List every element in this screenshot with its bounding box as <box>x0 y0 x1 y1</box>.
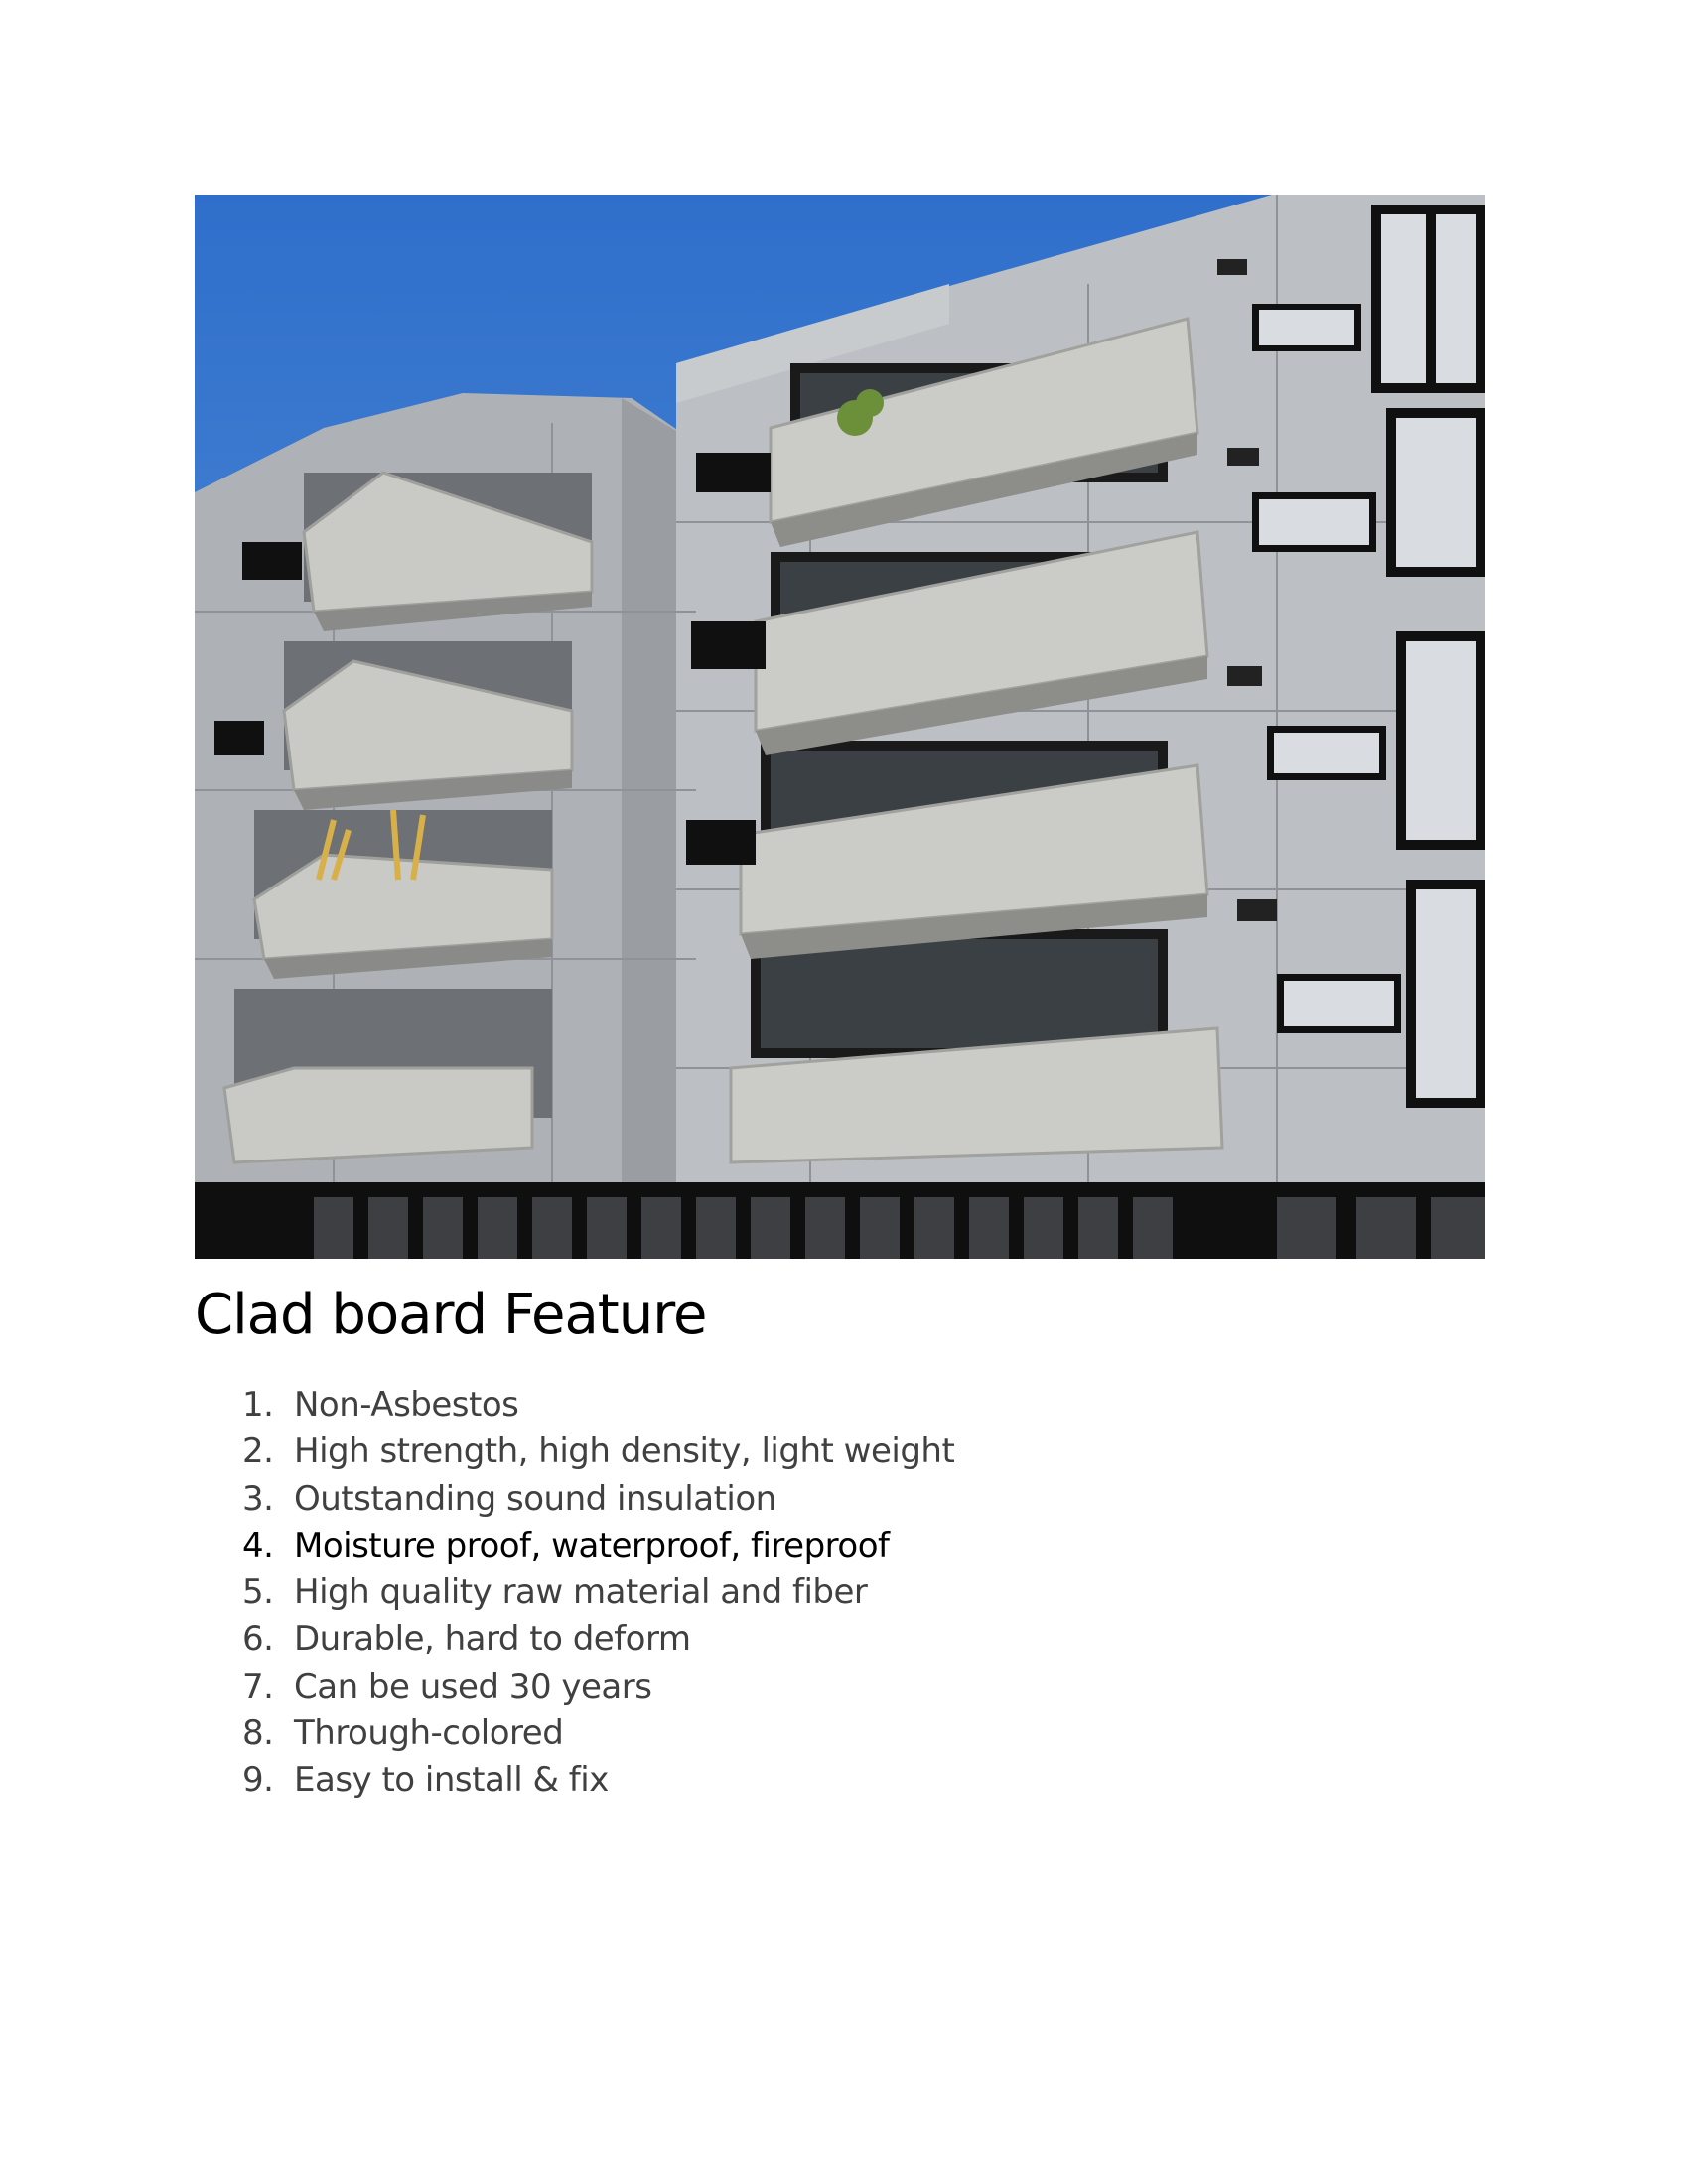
list-item <box>242 1476 954 1523</box>
list-item-text: High quality raw material and fiber <box>294 1572 868 1613</box>
list-number: 8. <box>242 1713 274 1754</box>
list-number: 5. <box>242 1572 274 1613</box>
list-item-text: Durable, hard to deform <box>294 1619 691 1660</box>
building-illustration <box>195 195 1485 1259</box>
list-number: 2. <box>242 1432 274 1472</box>
list-number: 6. <box>242 1619 274 1660</box>
list-item <box>242 1570 954 1616</box>
list-item <box>242 1382 954 1429</box>
list-number: 7. <box>242 1666 274 1706</box>
list-item <box>242 1429 954 1475</box>
list-item-text: Easy to install & fix <box>294 1760 609 1801</box>
list-item <box>242 1523 954 1570</box>
list-item <box>242 1757 954 1804</box>
list-item-text: High strength, high density, light weight <box>294 1432 955 1472</box>
list-number: 3. <box>242 1478 274 1519</box>
building-photo <box>195 195 1485 1259</box>
list-item-text: Non-Asbestos <box>294 1385 519 1425</box>
list-item-text: Can be used 30 years <box>294 1666 652 1706</box>
feature-list <box>242 1382 954 1805</box>
list-item <box>242 1616 954 1663</box>
list-item <box>242 1664 954 1710</box>
list-item-text: Outstanding sound insulation <box>294 1478 776 1519</box>
list-number: 1. <box>242 1385 274 1425</box>
list-item <box>242 1710 954 1757</box>
page-title: Clad board Feature <box>195 1283 707 1347</box>
list-number: 4. <box>242 1525 274 1566</box>
list-item-text: Moisture proof, waterproof, fireproof <box>294 1525 890 1566</box>
list-number: 9. <box>242 1760 274 1801</box>
list-item-text: Through-colored <box>294 1713 564 1754</box>
